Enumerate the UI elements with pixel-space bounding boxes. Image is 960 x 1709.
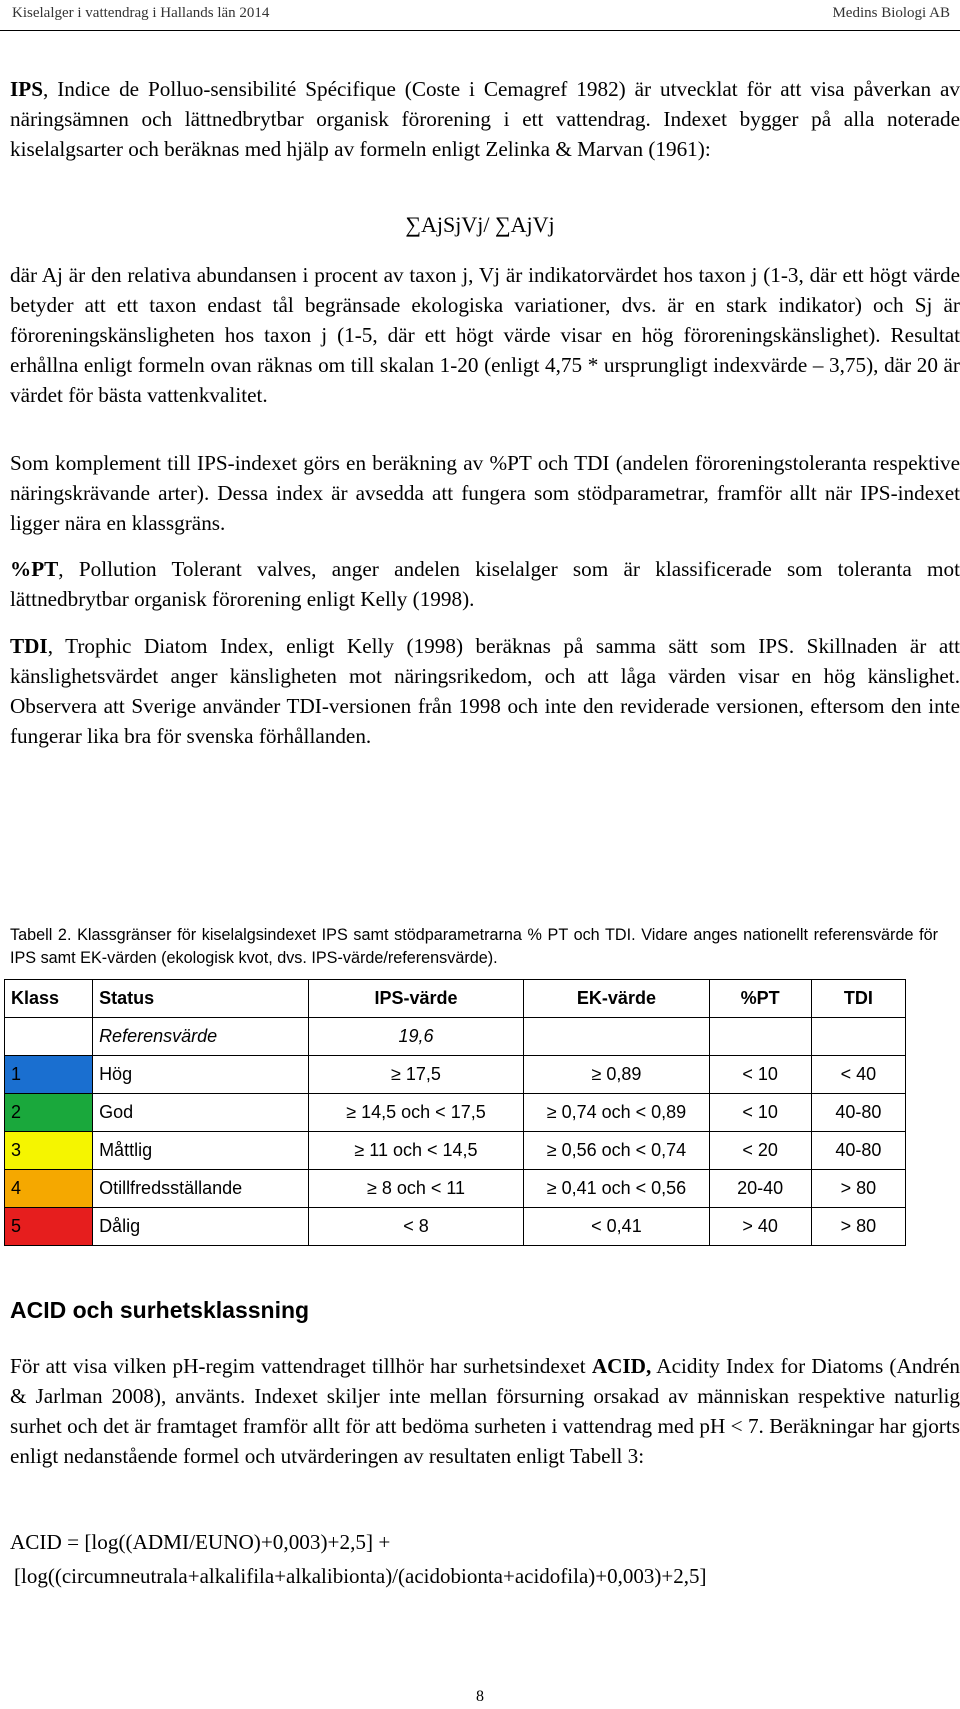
pt-cell: < 20 [709, 1132, 811, 1170]
formula-explanation: där Aj är den relativa abundansen i procent av taxon j, Vj är indikatorvärdet hos taxon j (1-3, där ett högt värde betyder att ett taxon endast tål begränsade ekologiska variationer, dvs. är en stark indikator) och Sj är föroreningskänsligheten hos taxon j (1-5, där ett högt värde visar en hög föroreningskänslighet). Resultat erhållna enligt formeln ovan räknas om till skalan 1-20 (enligt 4,75 * ursprungligt indexvärde – 3,75), där 20 är värdet för bästa vattenkvalitet. [10, 263, 960, 407]
acid-term: ACID, [591, 1354, 652, 1378]
ek-cell: ≥ 0,41 och < 0,56 [524, 1170, 709, 1208]
header-ips: IPS-värde [308, 980, 524, 1018]
class-cell: 3 [5, 1132, 93, 1170]
status-cell: God [93, 1094, 309, 1132]
table-header-row [5, 980, 906, 1018]
acid-formula-line2: [log((circumneutrala+alkalifila+alkalibionta)/(acidobionta+acidofila)+0,003)+2,5] [14, 1564, 707, 1588]
acid-paragraph [10, 1351, 960, 1471]
table-caption: Tabell 2. Klassgränser för kiselalgsindexet IPS samt stödparametrarna % PT och TDI. Vidare anges nationellt referensvärde för IPS samt EK-värden (ekologisk kvot, dvs. IPS-värde/referensvärde). [10, 926, 938, 967]
ref-ips: 19,6 [308, 1018, 524, 1056]
tdi-text: , Trophic Diatom Index, enligt Kelly (1998) beräknas på samma sätt som IPS. Skillnaden är att känslighetsvärdet anger känsligheten mot näringsrikedom, och att låga värden visar en hög känslighet. Observera att Sverige använder TDI-versionen från 1998 och inte den reviderade versionen, eftersom den inte fungerar lika bra för svenska förhållanden. [10, 634, 960, 748]
class-cell: 5 [5, 1208, 93, 1246]
status-cell: Måttlig [93, 1132, 309, 1170]
pt-paragraph [10, 554, 960, 614]
acid-pre: För att visa vilken pH-regim vattendraget tillhör har surhetsindexet [10, 1354, 592, 1378]
header-org: Medins Biologi AB [832, 5, 950, 21]
ips-paragraph [10, 74, 960, 164]
status-cell: Otillfredsställande [93, 1170, 309, 1208]
tdi-cell: 40-80 [811, 1094, 905, 1132]
ref-label: Referensvärde [93, 1018, 309, 1056]
table-row [5, 1056, 906, 1094]
acid-formula-line1: ACID = [log((ADMI/EUNO)+0,003)+2,5] + [10, 1530, 391, 1554]
table-row [5, 1170, 906, 1208]
header-tdi: TDI [811, 980, 905, 1018]
table-row [5, 1208, 906, 1246]
header-status: Status [93, 980, 309, 1018]
tdi-paragraph [10, 631, 960, 751]
ips-text: , Indice de Polluo-sensibilité Spécifique (Coste i Cemagref 1982) är utvecklat för att visa påverkan av näringsämnen och lättnedbrytbar organisk förorening i ett vattendrag. Indexet bygger på alla noterade kiselalgsarter och beräknas med hjälp av formeln enligt Zelinka & Marvan (1961): [10, 77, 960, 161]
tdi-cell: > 80 [811, 1208, 905, 1246]
ref-pt-empty [709, 1018, 811, 1056]
complement-paragraph: Som komplement till IPS-indexet görs en beräkning av %PT och TDI (andelen föroreningstoleranta respektive näringskrävande arter). Dessa index är avsedda att fungera som stödparametrar, framför allt när IPS-indexet ligger nära en klassgräns. [10, 451, 960, 535]
class-cell: 2 [5, 1094, 93, 1132]
ek-cell: ≥ 0,89 [524, 1056, 709, 1094]
pt-cell: > 40 [709, 1208, 811, 1246]
pt-term: %PT [10, 557, 59, 581]
status-cell: Dålig [93, 1208, 309, 1246]
ek-cell: ≥ 0,56 och < 0,74 [524, 1132, 709, 1170]
tdi-cell: 40-80 [811, 1132, 905, 1170]
class-table [4, 979, 906, 1246]
ref-klass-empty [5, 1018, 93, 1056]
status-cell: Hög [93, 1056, 309, 1094]
ek-cell: < 0,41 [524, 1208, 709, 1246]
ek-cell: ≥ 0,74 och < 0,89 [524, 1094, 709, 1132]
ips-term: IPS [10, 77, 43, 101]
pt-cell: 20-40 [709, 1170, 811, 1208]
ips-cell: ≥ 11 och < 14,5 [308, 1132, 524, 1170]
page-header [0, 0, 960, 31]
ips-cell: ≥ 8 och < 11 [308, 1170, 524, 1208]
ips-cell: ≥ 17,5 [308, 1056, 524, 1094]
pt-text: , Pollution Tolerant valves, anger andelen kiselalger som är klassificerade som toleranta mot lättnedbrytbar organisk förorening enligt Kelly (1998). [10, 557, 960, 611]
pt-cell: < 10 [709, 1094, 811, 1132]
acid-heading: ACID och surhetsklassning [10, 1297, 310, 1323]
tdi-cell: > 80 [811, 1170, 905, 1208]
class-cell: 4 [5, 1170, 93, 1208]
ips-cell: < 8 [308, 1208, 524, 1246]
ref-ek-empty [524, 1018, 709, 1056]
table-row [5, 1132, 906, 1170]
class-cell: 1 [5, 1056, 93, 1094]
reference-row [5, 1018, 906, 1056]
acid-text: Acidity Index for Diatoms (Andrén & Jarlman 2008), använts. Indexet skiljer inte mellan försurning orsakad av människan respektive naturlig surhet och det är framtaget framför allt för att bedöma surheten i vattendrag med pH < 7. Beräkningar har gjorts enligt nedanstående formel och utvärderingen av resultaten enligt Tabell 3: [10, 1354, 960, 1468]
tdi-cell: < 40 [811, 1056, 905, 1094]
ips-cell: ≥ 14,5 och < 17,5 [308, 1094, 524, 1132]
ips-formula: ∑AjSjVj/ ∑AjVj [405, 212, 555, 237]
ref-tdi-empty [811, 1018, 905, 1056]
table-row [5, 1094, 906, 1132]
page-number: 8 [476, 1688, 484, 1705]
header-klass: Klass [5, 980, 93, 1018]
tdi-term: TDI [10, 634, 48, 658]
pt-cell: < 10 [709, 1056, 811, 1094]
header-pt: %PT [709, 980, 811, 1018]
header-ek: EK-värde [524, 980, 709, 1018]
header-title: Kiselalger i vattendrag i Hallands län 2014 [12, 5, 270, 21]
